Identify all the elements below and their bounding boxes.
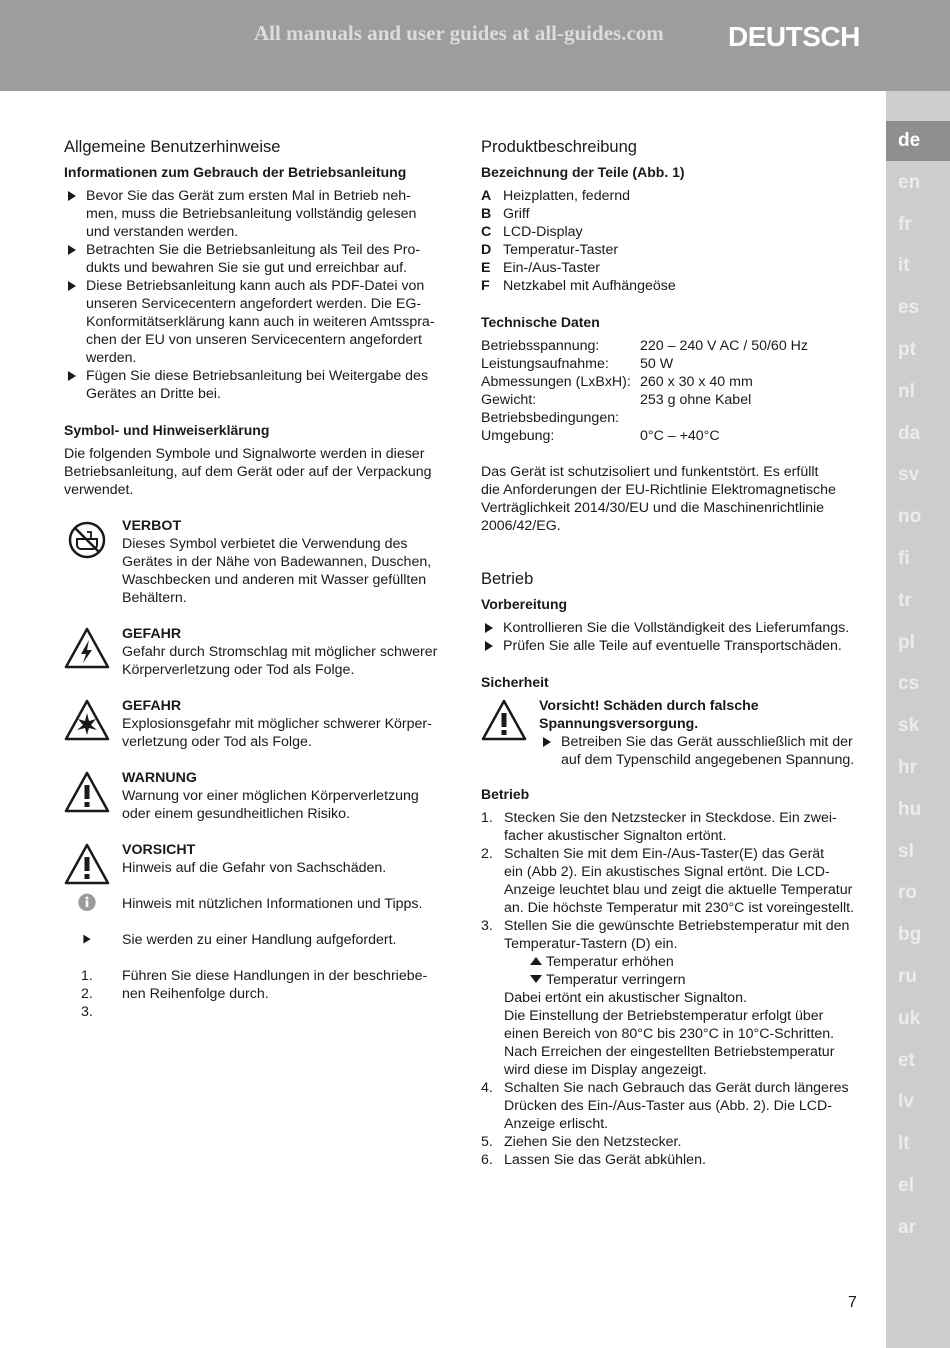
tech-row bbox=[481, 409, 866, 427]
symbol-list bbox=[64, 517, 444, 877]
language-title: DEUTSCH bbox=[728, 21, 860, 52]
tech-row bbox=[481, 337, 866, 355]
step-number: 4. bbox=[481, 1080, 493, 1096]
safety-item bbox=[539, 733, 866, 769]
text-line: Betrachten Sie die Betriebsanleitung als Teil des Pro- bbox=[86, 242, 421, 258]
step-number: 3. bbox=[481, 918, 493, 934]
language-tab-hu[interactable]: hu bbox=[898, 798, 922, 820]
symbol-description: Gerätes in der Nähe von Badewannen, Duschen, bbox=[122, 554, 432, 570]
language-tab-de[interactable]: de bbox=[886, 121, 950, 161]
tech-row bbox=[481, 355, 866, 373]
action-arrow-icon bbox=[64, 931, 110, 949]
text-line: nen Reihenfolge durch. bbox=[122, 986, 269, 1002]
page-number: 7 bbox=[848, 1294, 857, 1311]
tech-value: 253 g ohne Kabel bbox=[640, 392, 752, 408]
text-line: und verstanden werden. bbox=[86, 224, 239, 240]
tech-value: 220 – 240 V AC / 50/60 Hz bbox=[640, 338, 808, 354]
language-tab-et[interactable]: et bbox=[898, 1049, 915, 1071]
text-line: Lassen Sie das Gerät abkühlen. bbox=[504, 1152, 706, 1168]
subheading-symbols: Symbol- und Hinweiserklärung bbox=[64, 422, 270, 438]
language-tab-pl[interactable]: pl bbox=[898, 631, 915, 653]
text-line: Die folgenden Symbole und Signalworte werden in dieser bbox=[64, 446, 425, 462]
text-line: an. Die höchste Temperatur mit 230°C ist voreingestellt. bbox=[504, 900, 855, 916]
text-line: 2006/42/EG. bbox=[481, 518, 561, 534]
symbol-entry bbox=[64, 841, 444, 877]
tech-key: Umgebung: bbox=[481, 428, 555, 444]
symbol-title: VORSICHT bbox=[122, 842, 196, 858]
text-line: Schalten Sie mit dem Ein-/Aus-Taster(E) das Gerät bbox=[504, 846, 825, 862]
text-line: Betriebsanleitung, auf dem Gerät oder auf der Verpackung bbox=[64, 464, 432, 480]
symbol-description: Dieses Symbol verbietet die Verwendung des bbox=[122, 536, 408, 552]
list-item bbox=[64, 241, 444, 277]
text-line: auf dem Typenschild angegebenen Spannung. bbox=[561, 752, 855, 768]
symbol-entry bbox=[64, 697, 444, 751]
text-line: einen Bereich von 80°C bis 230°C in 10°C-Schritten. bbox=[504, 1026, 835, 1042]
language-tab-da[interactable]: da bbox=[898, 422, 921, 444]
tech-key: Betriebsbedingungen: bbox=[481, 410, 620, 426]
safety-title bbox=[539, 697, 866, 733]
symbol-entry bbox=[64, 517, 444, 607]
text-line: Dabei ertönt ein akustischer Signalton. bbox=[504, 990, 747, 1006]
subheading-info: Informationen zum Gebrauch der Betriebsanleitung bbox=[64, 164, 407, 180]
language-tab-ar[interactable]: ar bbox=[898, 1216, 916, 1238]
step-number: 5. bbox=[481, 1134, 493, 1150]
temp-down-row bbox=[504, 971, 866, 989]
symbol-description: verletzung oder Tod als Folge. bbox=[122, 734, 312, 750]
text-line: Anzeige leuchtet blau und zeigt die aktuelle Temperatur bbox=[504, 882, 853, 898]
part-row bbox=[481, 223, 866, 241]
text-line: werden. bbox=[86, 350, 137, 366]
part-key: A bbox=[481, 188, 492, 204]
text-line: Temperatur-Tastern (D) ein. bbox=[504, 936, 678, 952]
text-line: Bevor Sie das Gerät zum ersten Mal in Betrieb neh- bbox=[86, 188, 411, 204]
language-tab-cs[interactable]: cs bbox=[898, 673, 920, 695]
section-heading-product: Produktbeschreibung bbox=[481, 138, 637, 156]
triangle-down-icon bbox=[530, 975, 542, 983]
text-line: Konformitätserklärung kann auch in weiteren Amtsspra- bbox=[86, 314, 435, 330]
part-label: Netzkabel mit Aufhängeöse bbox=[503, 278, 676, 294]
step-number: 2. bbox=[481, 846, 493, 862]
text-line: ein (Abb 2). Ein akustisches Signal ertönt. Die LCD- bbox=[504, 864, 830, 880]
tech-key: Betriebsspannung: bbox=[481, 338, 600, 354]
list-item: Kontrollieren Sie die Vollständigkeit des Lieferumfangs. bbox=[481, 619, 866, 637]
explosion-warning-icon bbox=[64, 699, 110, 741]
tech-value: 0°C – +40°C bbox=[640, 428, 720, 444]
text-line: Stecken Sie den Netzstecker in Steckdose. Ein zwei- bbox=[504, 810, 837, 826]
temp-up-label: Temperatur erhöhen bbox=[546, 954, 674, 970]
section-heading-operation: Betrieb bbox=[481, 570, 534, 588]
info-list bbox=[64, 187, 444, 403]
safety-list bbox=[539, 733, 866, 769]
caution-triangle-icon bbox=[64, 843, 110, 885]
step-item bbox=[481, 917, 866, 1079]
language-tab-lt[interactable]: lt bbox=[898, 1133, 910, 1155]
symbol-title: GEFAHR bbox=[122, 698, 182, 714]
language-tab-fi[interactable]: fi bbox=[898, 548, 910, 569]
language-tab-lv[interactable]: lv bbox=[898, 1091, 914, 1113]
part-key: E bbox=[481, 260, 491, 276]
text-line: Anzeige erlischt. bbox=[504, 1116, 609, 1132]
language-tab-es[interactable]: es bbox=[898, 297, 920, 319]
language-tab-tr[interactable]: tr bbox=[898, 589, 912, 611]
list-item: Prüfen Sie alle Teile auf eventuelle Transportschäden. bbox=[481, 637, 866, 655]
part-row bbox=[481, 277, 866, 295]
tech-value: 50 W bbox=[640, 356, 674, 372]
text-line: Ziehen Sie den Netzstecker. bbox=[504, 1134, 682, 1150]
language-tab-no[interactable]: no bbox=[898, 506, 922, 528]
step-item bbox=[481, 1079, 866, 1133]
text-line: wird diese im Display angezeigt. bbox=[504, 1062, 707, 1078]
tech-key: Gewicht: bbox=[481, 392, 537, 408]
symbol-description: Hinweis auf die Gefahr von Sachschäden. bbox=[122, 860, 387, 876]
text-line: Fügen Sie diese Betriebsanleitung bei Weitergabe des bbox=[86, 368, 429, 384]
tech-row bbox=[481, 391, 866, 409]
right-column bbox=[481, 137, 866, 1169]
safety-note bbox=[481, 697, 866, 769]
caution-triangle-icon bbox=[481, 699, 527, 741]
conformity-text bbox=[481, 463, 866, 535]
triangle-up-icon bbox=[530, 957, 542, 965]
language-tab-sv[interactable]: sv bbox=[898, 464, 920, 486]
part-key: C bbox=[481, 224, 492, 240]
page-header bbox=[0, 0, 950, 91]
sequence-number: 3. bbox=[81, 1004, 93, 1020]
text-line: verwendet. bbox=[64, 482, 134, 498]
text-line: Schalten Sie nach Gebrauch das Gerät durch längeres bbox=[504, 1080, 849, 1096]
text-line: die Anforderungen der EU-Richtlinie Elektromagnetische bbox=[481, 482, 836, 498]
part-label: Ein-/Aus-Taster bbox=[503, 260, 600, 276]
symbol-description: Explosionsgefahr mit möglicher schwerer Körper- bbox=[122, 716, 432, 732]
language-tab-pt[interactable]: pt bbox=[898, 339, 916, 360]
warning-triangle-icon bbox=[64, 771, 110, 813]
part-key: D bbox=[481, 242, 492, 258]
temp-up-row bbox=[504, 953, 866, 971]
symbol-title: GEFAHR bbox=[122, 626, 182, 642]
text-line: Betreiben Sie das Gerät ausschließlich mit der bbox=[561, 734, 853, 750]
language-tab-el[interactable]: el bbox=[898, 1175, 914, 1196]
language-tab-ru[interactable]: ru bbox=[898, 966, 917, 987]
language-tab-sl[interactable]: sl bbox=[898, 840, 914, 862]
part-label: Heizplatten, federnd bbox=[503, 188, 630, 204]
text-line: facher akustischer Signalton ertönt. bbox=[504, 828, 727, 844]
text-line: Vorsicht! Schäden durch falsche bbox=[539, 698, 759, 714]
part-label: LCD-Display bbox=[503, 224, 583, 240]
text-line: Nach Erreichen der eingestellten Betriebstemperatur bbox=[504, 1044, 835, 1060]
part-key: B bbox=[481, 206, 492, 222]
symbol-description: Behältern. bbox=[122, 590, 187, 606]
subheading-preparation: Vorbereitung bbox=[481, 596, 568, 612]
text-line: unseren Servicecentern angefordert werden. Die EG- bbox=[86, 296, 422, 312]
step-item bbox=[481, 1133, 866, 1151]
language-sidebar bbox=[886, 91, 950, 1348]
sequence-text bbox=[122, 967, 427, 1003]
language-tab-nl[interactable]: nl bbox=[898, 380, 915, 402]
symbol-entry bbox=[64, 625, 444, 679]
tech-row bbox=[481, 373, 866, 391]
list-item bbox=[64, 277, 444, 367]
text-line: Die Einstellung der Betriebstemperatur erfolgt über bbox=[504, 1008, 824, 1024]
text-line: Drücken des Ein-/Aus-Taster aus (Abb. 2). Die LCD- bbox=[504, 1098, 833, 1114]
subheading-operation: Betrieb bbox=[481, 786, 530, 802]
action-note-row bbox=[64, 931, 444, 949]
info-icon bbox=[64, 893, 110, 921]
left-column bbox=[64, 137, 444, 1021]
subheading-tech: Technische Daten bbox=[481, 314, 600, 330]
text-line: Führen Sie diese Handlungen in der beschriebe- bbox=[122, 968, 428, 984]
part-label: Griff bbox=[503, 206, 530, 222]
list-item bbox=[64, 367, 444, 403]
language-tab-hr[interactable]: hr bbox=[898, 757, 917, 778]
text-line: dukts und bewahren Sie sie gut und erreichbar auf. bbox=[86, 260, 407, 276]
step-number: 1. bbox=[481, 810, 493, 826]
language-tab-bg[interactable]: bg bbox=[898, 924, 922, 946]
operation-steps bbox=[481, 809, 866, 1169]
subheading-parts: Bezeichnung der Teile (Abb. 1) bbox=[481, 164, 685, 180]
symbol-title: VERBOT bbox=[122, 518, 182, 534]
symbol-description: Waschbecken und anderen mit Wasser gefüllten bbox=[122, 572, 427, 588]
symbol-description: Warnung vor einer möglichen Körperverletzung bbox=[122, 788, 419, 804]
language-tab-en[interactable]: en bbox=[898, 171, 921, 193]
symbol-entry bbox=[64, 769, 444, 823]
symbol-description: oder einem gesundheitlichen Risiko. bbox=[122, 806, 350, 822]
text-line: Verträglichkeit 2014/30/EU und die Maschinenrichtlinie bbox=[481, 500, 825, 516]
language-tab-uk[interactable]: uk bbox=[898, 1007, 921, 1029]
text-line: chen der EU von unseren Servicecentern angefordert bbox=[86, 332, 422, 348]
symbol-title: WARNUNG bbox=[122, 770, 197, 786]
symbol-description: Körperverletzung oder Tod als Folge. bbox=[122, 662, 355, 678]
tech-key: Leistungsaufnahme: bbox=[481, 356, 609, 372]
part-row bbox=[481, 205, 866, 223]
language-tab-fr[interactable]: fr bbox=[898, 213, 912, 235]
text-line: Diese Betriebsanleitung kann auch als PDF-Datei von bbox=[86, 278, 425, 294]
tech-data-table bbox=[481, 337, 866, 445]
symbol-description: Gefahr durch Stromschlag mit möglicher schwerer bbox=[122, 644, 438, 660]
symbol-intro bbox=[64, 445, 444, 499]
temp-down-label: Temperatur verringern bbox=[546, 972, 686, 988]
tech-row bbox=[481, 427, 866, 445]
info-note-row bbox=[64, 895, 444, 913]
info-note-text: Hinweis mit nützlichen Informationen und Tipps. bbox=[122, 896, 423, 912]
preparation-list bbox=[481, 619, 866, 655]
sequence-number: 2. bbox=[81, 986, 93, 1002]
subheading-safety: Sicherheit bbox=[481, 674, 549, 690]
step-item bbox=[481, 1151, 866, 1169]
text-line: men, muss die Betriebsanleitung vollständig gelesen bbox=[86, 206, 417, 222]
sequence-number: 1. bbox=[81, 968, 93, 984]
step-number: 6. bbox=[481, 1152, 493, 1168]
part-key: F bbox=[481, 278, 490, 294]
part-row bbox=[481, 241, 866, 259]
section-heading-general: Allgemeine Benutzerhinweise bbox=[64, 138, 281, 156]
parts-list bbox=[481, 187, 866, 295]
part-label: Temperatur-Taster bbox=[503, 242, 619, 258]
text-line: Spannungsversorgung. bbox=[539, 716, 699, 732]
list-item bbox=[64, 187, 444, 241]
language-tab-ro[interactable]: ro bbox=[898, 882, 917, 904]
tech-key: Abmessungen (LxBxH): bbox=[481, 374, 631, 390]
watermark-text[interactable]: All manuals and user guides at all-guides.com bbox=[254, 21, 664, 45]
sequence-note bbox=[64, 967, 444, 1021]
text-line: Stellen Sie die gewünschte Betriebstemperatur mit den bbox=[504, 918, 850, 934]
prohibition-water-icon bbox=[64, 519, 110, 561]
part-row bbox=[481, 187, 866, 205]
text-line: Das Gerät ist schutzisoliert und funkentstört. Es erfüllt bbox=[481, 464, 819, 480]
action-note-text: Sie werden zu einer Handlung aufgefordert. bbox=[122, 932, 397, 948]
text-line: Gerätes an Dritte bei. bbox=[86, 386, 221, 402]
sequence-numbers bbox=[81, 967, 93, 1021]
step-item bbox=[481, 845, 866, 917]
language-tab-it[interactable]: it bbox=[898, 255, 910, 277]
part-row bbox=[481, 259, 866, 277]
tech-value: 260 x 30 x 40 mm bbox=[640, 374, 753, 390]
language-tab-sk[interactable]: sk bbox=[898, 715, 920, 737]
electric-shock-warning-icon bbox=[64, 627, 110, 669]
step-item bbox=[481, 809, 866, 845]
